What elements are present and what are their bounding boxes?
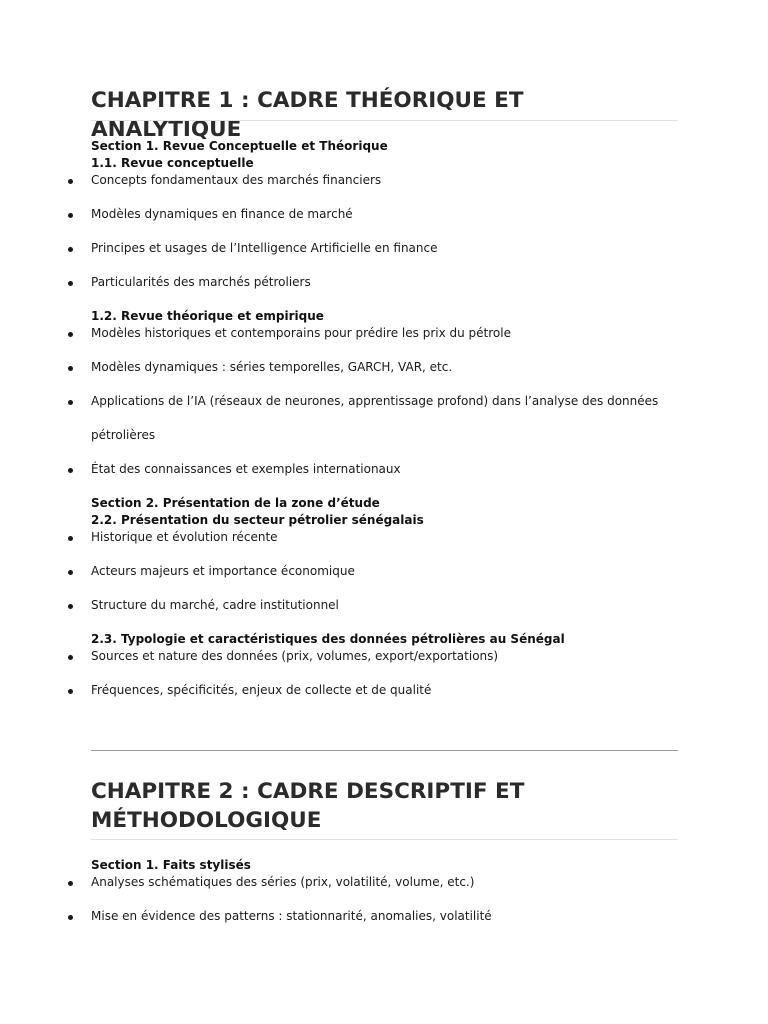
chapter-2-title-line1: CHAPITRE 2 : CADRE DESCRIPTIF ET [91,779,525,804]
list-item-continuation: pétrolières [91,428,156,442]
chapter-2-divider [91,839,678,840]
list-item: Concepts fondamentaux des marchés financiers [91,172,678,189]
list-item: Fréquences, spécificités, enjeux de collecte et de qualité [91,682,678,699]
bullet-icon [68,213,73,218]
list-item: Structure du marché, cadre institutionnel [91,597,678,614]
chapter-2-title-line2: MÉTHODOLOGIQUE [91,808,322,833]
list-item: Acteurs majeurs et importance économique [91,563,678,580]
bullet-icon [68,689,73,694]
list-item: Mise en évidence des patterns : stationnarité, anomalies, volatilité [91,908,678,925]
subsection-1-2-title: 1.2. Revue théorique et empirique [91,309,324,323]
subsection-2-3-title: 2.3. Typologie et caractéristiques des données pétrolières au Sénégal [91,632,565,646]
section-2-title: Section 2. Présentation de la zone d’étude [91,496,380,510]
bullet-icon [68,570,73,575]
list-item: Particularités des marchés pétroliers [91,274,678,291]
bullet-icon [68,881,73,886]
bullet-icon [68,655,73,660]
chapter-2-section-1-list [91,874,678,925]
bullet-icon [68,915,73,920]
section-1-title: Section 1. Revue Conceptuelle et Théorique [91,139,388,153]
chapter-1-divider [91,120,678,121]
chapter-2-section-1-title: Section 1. Faits stylisés [91,858,251,872]
subsection-2-2-title: 2.2. Présentation du secteur pétrolier sénégalais [91,513,424,527]
chapter-2-body [91,857,678,942]
bullet-icon [68,468,73,473]
bullet-icon [68,604,73,609]
list-item: Modèles dynamiques en finance de marché [91,206,678,223]
chapter-1-body [91,138,678,699]
bullet-icon [68,281,73,286]
bullet-icon [68,366,73,371]
list-item: Principes et usages de l’Intelligence Artificielle en finance [91,240,678,257]
subsection-1-1-title: 1.1. Revue conceptuelle [91,156,254,170]
list-item: Sources et nature des données (prix, volumes, export/exportations) [91,648,678,665]
chapter-2-title [91,777,678,835]
list-item: Analyses schématiques des séries (prix, volatilité, volume, etc.) [91,874,678,891]
list-item: Modèles historiques et contemporains pour prédire les prix du pétrole [91,325,678,342]
list-item: Historique et évolution récente [91,529,678,546]
chapter-1-title: CHAPITRE 1 : CADRE THÉORIQUE ET ANALYTIQUE [91,88,524,142]
list-item: État des connaissances et exemples internationaux [91,461,678,478]
subsection-1-1-list [91,172,678,291]
list-item: Modèles dynamiques : séries temporelles, GARCH, VAR, etc. [91,359,678,376]
bullet-icon [68,247,73,252]
bullet-icon [68,536,73,541]
subsection-2-3-list [91,648,678,699]
bullet-icon [68,179,73,184]
list-item: Applications de l’IA (réseaux de neurones, apprentissage profond) dans l’analyse des données [91,393,678,410]
chapter-separator [91,750,678,751]
subsection-2-2-list [91,529,678,614]
bullet-icon [68,400,73,405]
subsection-1-2-list [91,325,678,478]
bullet-icon [68,332,73,337]
